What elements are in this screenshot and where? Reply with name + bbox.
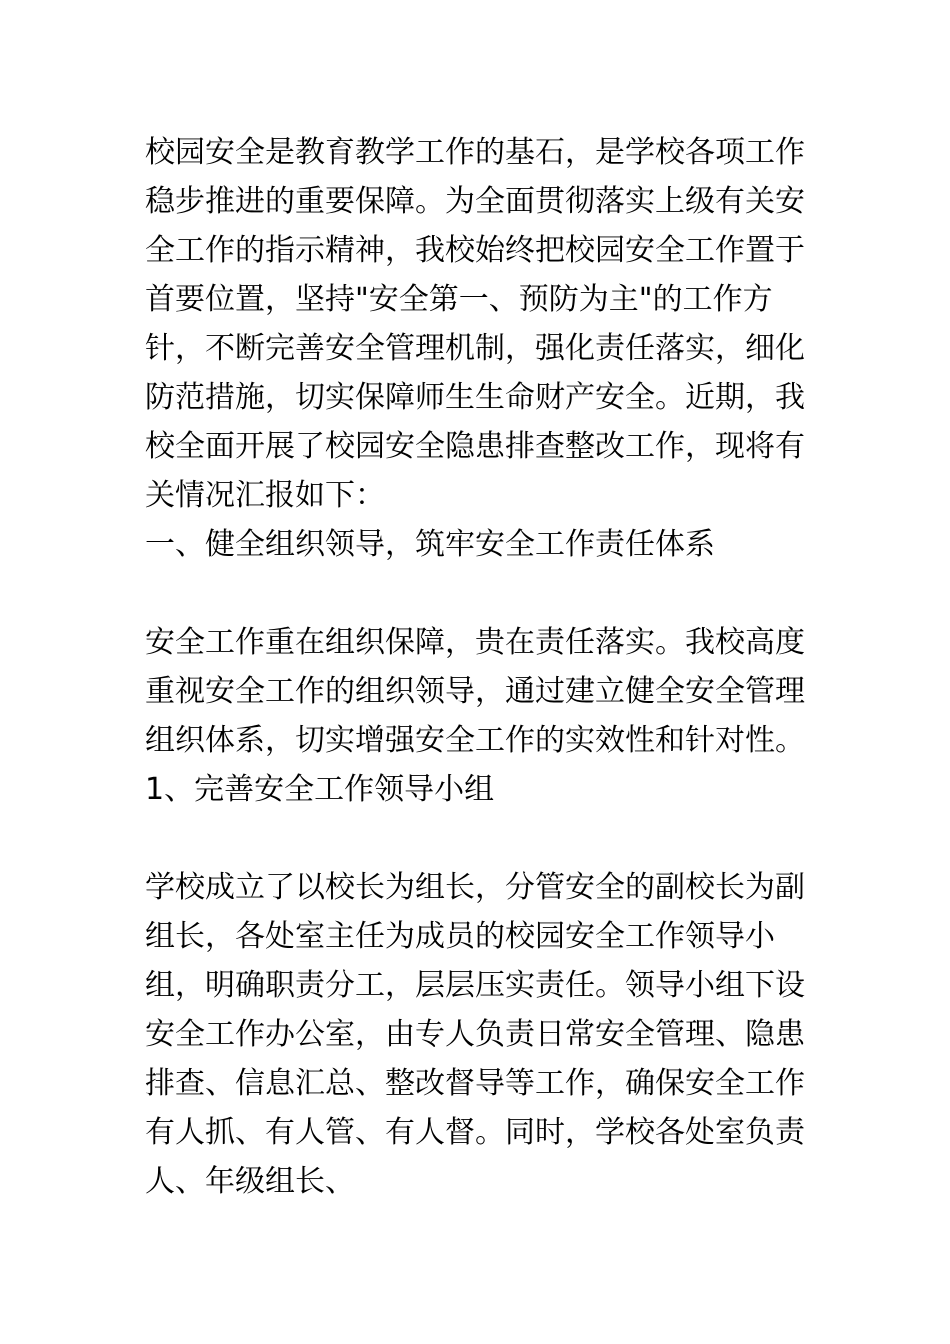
- subsection-heading-1: 1、完善安全工作领导小组: [145, 772, 495, 807]
- document-page: [145, 128, 810, 1206]
- subsection-1-paragraph: 学校成立了以校长为组长，分管安全的副校长为副组长，各处室主任为成员的校园安全工作领导小组，明确职责分工，层层压实责任。领导小组下设安全工作办公室，由专人负责日常安全管理、隐患排查、信息汇总、整改督导等工作，确保安全工作有人抓、有人管、有人督。同时，学校各处室负责人、年级组长、: [145, 870, 805, 1199]
- intro-paragraph: 校园安全是教育教学工作的基石，是学校各项工作稳步推进的重要保障。为全面贯彻落实上级有关安全工作的指示精神，我校始终把校园安全工作置于首要位置，坚持"安全第一、预防为主"的工作方针，不断完善安全管理机制，强化责任落实，细化防范措施，切实保障师生生命财产安全。近期，我校全面开展了校园安全隐患排查整改工作，现将有关情况汇报如下：: [145, 135, 805, 513]
- section-1-paragraph: 安全工作重在组织保障，贵在责任落实。我校高度重视安全工作的组织领导，通过建立健全安全管理组织体系，切实增强安全工作的实效性和针对性。: [145, 625, 805, 758]
- section-heading-1: 一、健全组织领导，筑牢安全工作责任体系: [145, 527, 715, 562]
